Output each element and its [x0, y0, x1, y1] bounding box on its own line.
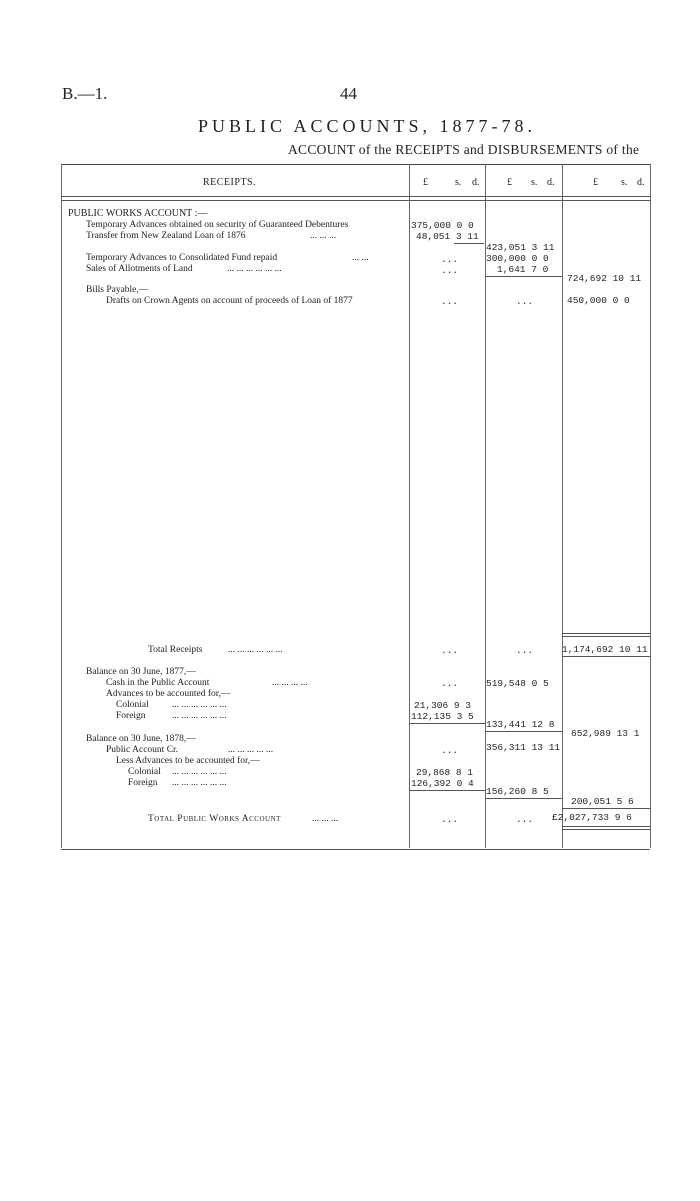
- column-divider: [562, 164, 563, 848]
- amount: 356,311 13 11: [486, 742, 561, 753]
- amount: ...: [441, 265, 459, 276]
- row-label: Transfer from New Zealand Loan of 1876: [86, 231, 246, 241]
- amount: 519,548 0 5: [486, 678, 549, 689]
- shillings-header: s.: [531, 177, 538, 188]
- row-label: Advances to be accounted for,—: [106, 689, 231, 699]
- pounds-header: £: [593, 177, 598, 188]
- subtotal-rule: [410, 723, 485, 724]
- total-receipts-amount: 1,174,692 10 11: [562, 644, 648, 655]
- amount: ...: [441, 645, 459, 656]
- row-label: Temporary Advances to Consolidated Fund repaid: [86, 253, 278, 263]
- row-label: Foreign: [116, 711, 146, 721]
- amount: 126,392 0 4: [411, 778, 474, 789]
- subtotal-amount: 423,051 3 11: [486, 242, 555, 253]
- row-label: Sales of Allotments of Land: [86, 264, 193, 274]
- leader-dots: ... ... ... ... ... ...: [172, 700, 227, 710]
- row-label: Public Account Cr.: [106, 745, 179, 755]
- amount: ...: [516, 814, 534, 825]
- column-divider: [409, 164, 410, 848]
- amount: 1,641 7 0: [497, 264, 549, 275]
- subtotal-rule: [410, 790, 485, 791]
- pence-header: d.: [472, 177, 480, 188]
- total-receipts-label: Total Receipts: [148, 645, 203, 655]
- balance-1878-amount: 200,051 5 6: [571, 796, 634, 807]
- document-title: PUBLIC ACCOUNTS, 1877-78.: [198, 116, 537, 136]
- leader-dots: ... ... ...: [312, 814, 339, 824]
- leader-dots: ... ... ... ... ... ...: [172, 711, 227, 721]
- amount: ...: [441, 745, 459, 756]
- subtotal-amount: 156,260 8 5: [486, 786, 549, 797]
- amount: 112,135 3 5: [411, 711, 474, 722]
- group-total: 724,692 10 11: [567, 273, 642, 284]
- row-label: Colonial: [116, 700, 149, 710]
- amount: 375,000 0 0: [411, 220, 474, 231]
- header-rule: [61, 196, 650, 197]
- pounds-header: £: [507, 177, 512, 188]
- row-label: Temporary Advances obtained on security of Guaranteed Debentures: [86, 220, 349, 230]
- amount: ...: [516, 296, 534, 307]
- amount: ...: [441, 814, 459, 825]
- leader-dots: ... ... ... ... ... ...: [172, 767, 227, 777]
- total-rule: [562, 656, 650, 657]
- row-label: Balance on 30 June, 1878,—: [86, 734, 196, 744]
- row-label: Balance on 30 June, 1877,—: [86, 667, 196, 677]
- subtotal-rule: [486, 798, 562, 799]
- header-rule: [61, 200, 650, 201]
- page-reference: B.—1.: [62, 84, 108, 103]
- document-subtitle: ACCOUNT of the RECEIPTS and DISBURSEMENTS of the: [288, 142, 640, 157]
- subtotal-rule: [486, 731, 562, 732]
- total-rule: [562, 633, 650, 634]
- balance-1877-amount: 652,989 13 1: [571, 728, 640, 739]
- leader-dots: ... ... ... ... ... ...: [228, 645, 283, 655]
- subtotal-rule: [486, 276, 562, 277]
- table-right-border: [650, 164, 651, 848]
- row-label: Less Advances to be accounted for,—: [116, 756, 260, 766]
- total-rule: [562, 829, 650, 830]
- amount: ...: [516, 645, 534, 656]
- public-works-account-heading: PUBLIC WORKS ACCOUNT :—: [68, 208, 208, 219]
- amount: ...: [441, 296, 459, 307]
- amount: ...: [441, 254, 459, 265]
- pence-header: d.: [637, 177, 645, 188]
- amount: ...: [441, 678, 459, 689]
- row-label: Cash in the Public Account: [106, 678, 210, 688]
- leader-dots: ... ... ... ... ... ...: [172, 778, 227, 788]
- leader-dots: ... ... ... ...: [272, 678, 308, 688]
- receipts-column-header: RECEIPTS.: [203, 177, 257, 188]
- leader-dots: ... ... ... ... ... ...: [227, 264, 282, 274]
- leader-dots: ... ... ... ... ...: [228, 745, 274, 755]
- leader-dots: ... ...: [352, 253, 369, 263]
- page-number: 44: [340, 84, 357, 103]
- total-public-works-amount: £2,027,733 9 6: [552, 812, 632, 823]
- row-label: Foreign: [128, 778, 158, 788]
- leader-dots: ... ... ...: [310, 231, 337, 241]
- row-label: Drafts on Crown Agents on account of proceeds of Loan of 1877: [106, 296, 353, 306]
- subtotal-amount: 133,441 12 8: [486, 719, 555, 730]
- shillings-header: s.: [455, 177, 462, 188]
- table-left-border: [61, 164, 62, 848]
- total-public-works-label: Total Public Works Account: [148, 814, 281, 824]
- amount: 48,051 3 11: [416, 231, 479, 242]
- total-rule: [562, 636, 650, 637]
- total-rule: [562, 826, 650, 827]
- row-label: Colonial: [128, 767, 161, 777]
- amount: 300,000 0 0: [486, 253, 549, 264]
- subtotal-rule: [454, 243, 484, 244]
- total-rule: [562, 808, 650, 809]
- amount: 21,306 9 3: [414, 700, 472, 711]
- group-total: 450,000 0 0: [567, 295, 630, 306]
- amount: 29,868 8 1: [416, 767, 474, 778]
- pence-header: d.: [547, 177, 555, 188]
- shillings-header: s.: [621, 177, 628, 188]
- row-label: Bills Payable,—: [86, 285, 149, 295]
- pounds-header: £: [423, 177, 428, 188]
